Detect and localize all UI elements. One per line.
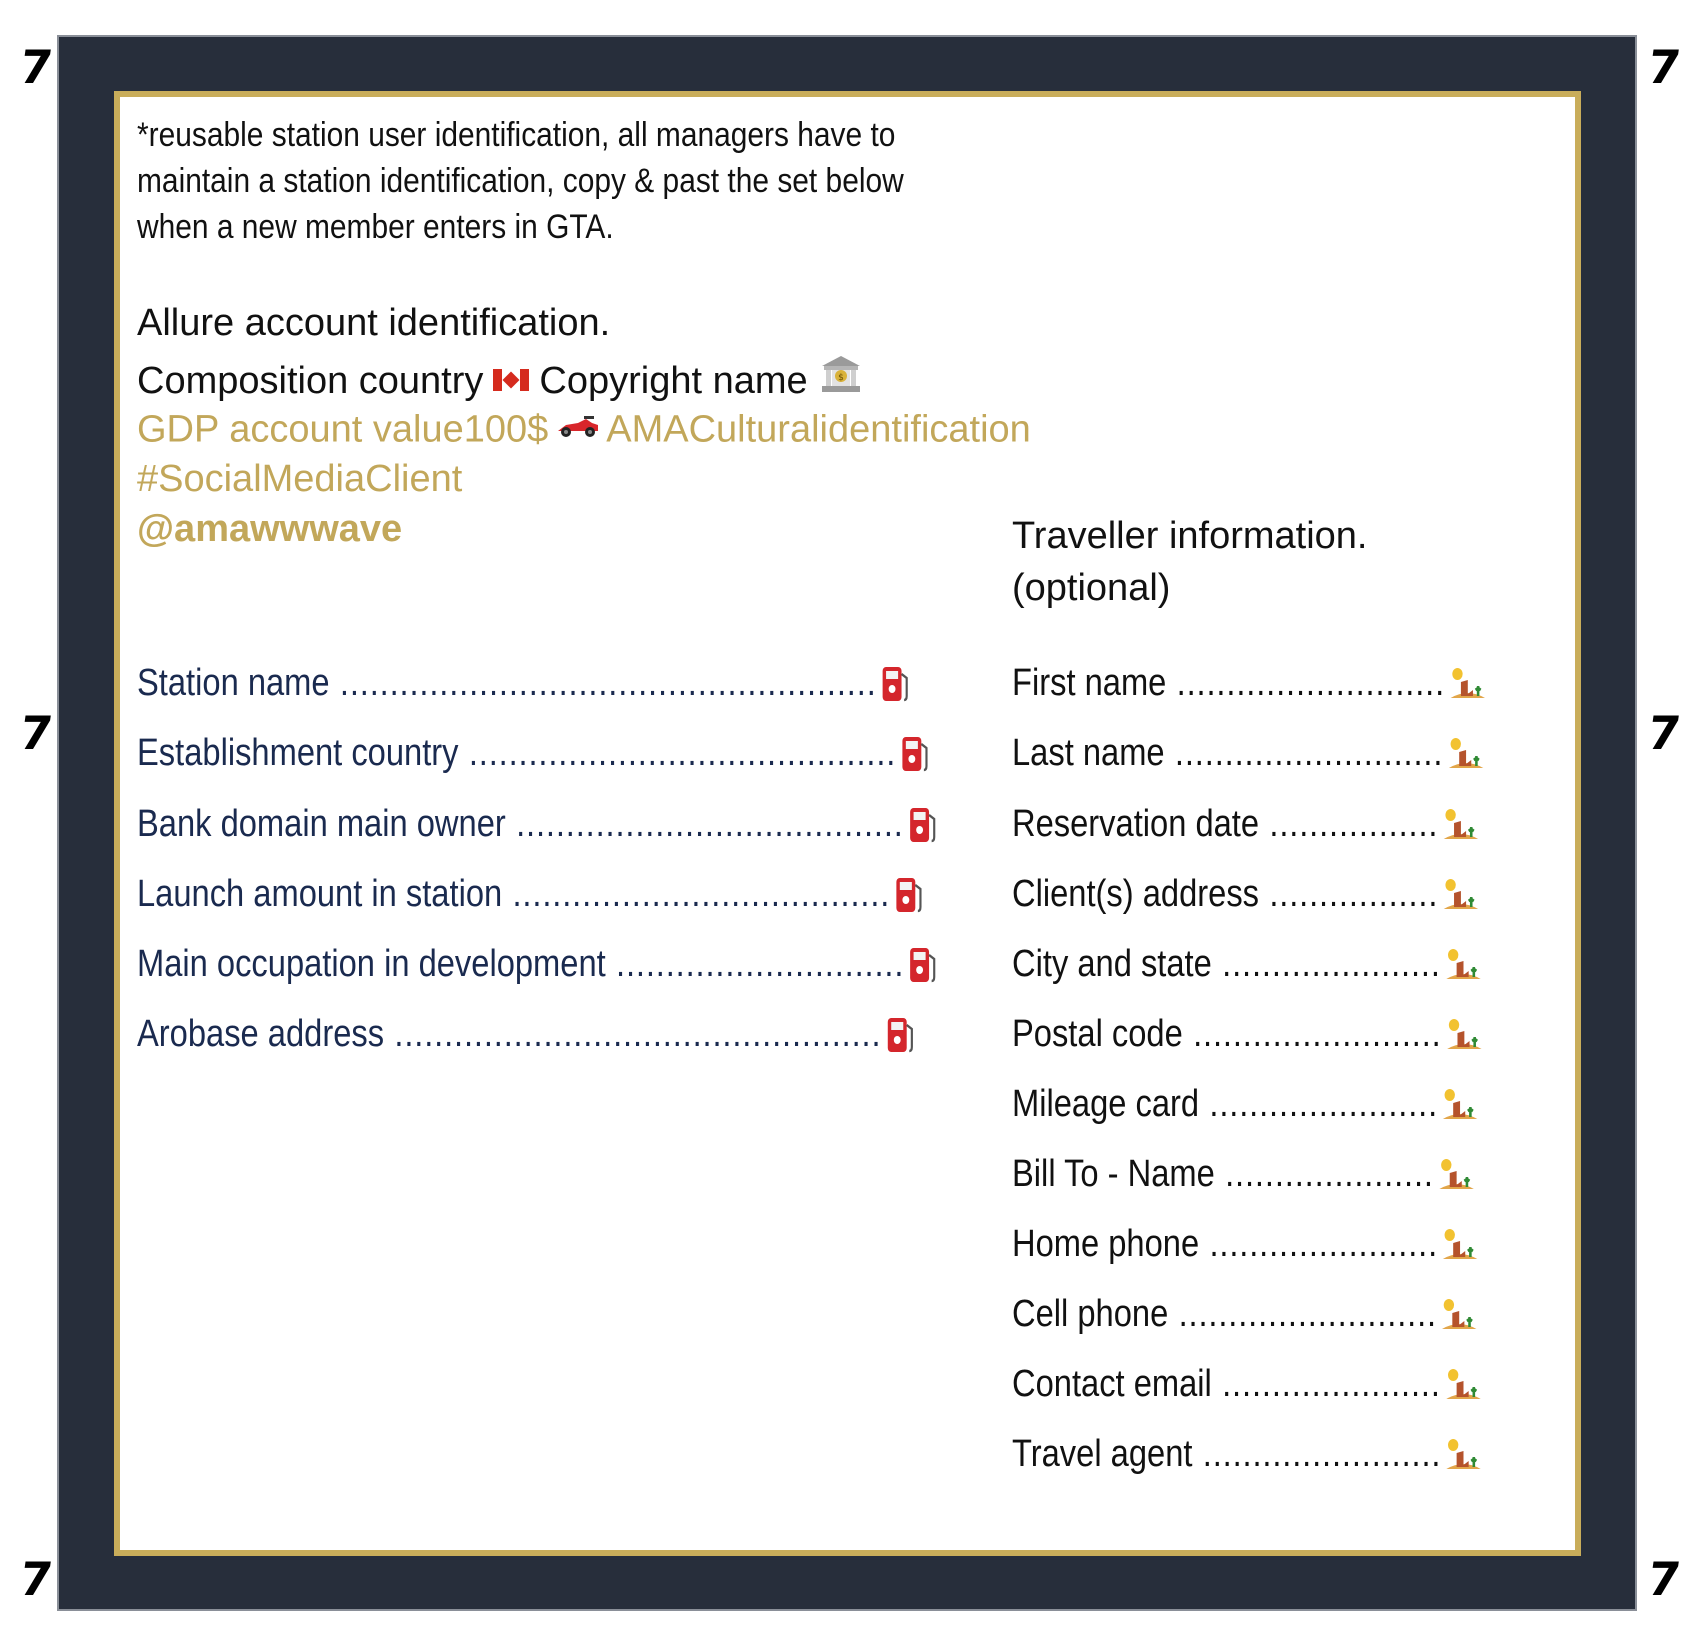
field-dots: ...................................................... <box>339 662 877 704</box>
desert-icon <box>1442 877 1480 913</box>
station-field-arobase-address[interactable] <box>137 1013 914 1056</box>
corner-mark-bottom-right: 7 <box>1644 1552 1684 1606</box>
traveller-field-first-name[interactable] <box>1012 662 1486 705</box>
field-dots: ................. <box>1269 873 1439 915</box>
field-label: City and state <box>1012 943 1212 985</box>
field-dots: ................................................. <box>394 1013 882 1055</box>
desert-icon <box>1442 1227 1480 1263</box>
field-label: Travel agent <box>1012 1433 1193 1475</box>
fuel-pump-icon <box>907 805 936 845</box>
traveller-field-reservation-date[interactable] <box>1012 803 1480 846</box>
desert-icon <box>1445 1437 1483 1473</box>
desert-icon <box>1441 1087 1479 1123</box>
traveller-field-cell-phone[interactable] <box>1012 1293 1478 1336</box>
corner-mark-bottom-left: 7 <box>16 1552 56 1606</box>
station-field-establishment-country[interactable] <box>137 732 929 775</box>
traveller-field-contact-email[interactable] <box>1012 1363 1482 1406</box>
field-label: Establishment country <box>137 732 459 774</box>
corner-mark-top-right: 7 <box>1644 40 1684 94</box>
canada-flag-icon <box>493 369 529 391</box>
station-field-bank-domain-main-owner[interactable] <box>137 803 936 846</box>
traveller-field-last-name[interactable] <box>1012 732 1485 775</box>
gdp-line <box>137 406 1031 457</box>
fuel-pump-icon <box>880 664 909 704</box>
corner-mark-top-left: 7 <box>16 40 56 94</box>
gdp-label: GDP account value100$ <box>137 408 549 451</box>
field-label: Cell phone <box>1012 1293 1169 1335</box>
hashtag: #SocialMediaClient <box>137 458 463 500</box>
field-label: Reservation date <box>1012 803 1260 845</box>
copyright-label: Copyright name <box>539 360 808 403</box>
desert-icon <box>1447 736 1485 772</box>
composition-label: Composition country <box>137 360 484 403</box>
field-label: Bank domain main owner <box>137 803 506 845</box>
field-label: Arobase address <box>137 1013 385 1055</box>
traveller-field-client-address[interactable] <box>1012 873 1480 916</box>
traveller-field-postal-code[interactable] <box>1012 1013 1483 1056</box>
field-dots: .......................... <box>1178 1293 1438 1335</box>
traveller-title: Traveller information. <box>1012 515 1368 557</box>
composition-line <box>137 354 862 412</box>
desert-icon <box>1444 947 1482 983</box>
traveller-field-home-phone[interactable] <box>1012 1223 1479 1266</box>
field-label: Mileage card <box>1012 1083 1200 1125</box>
field-label: Bill To - Name <box>1012 1153 1215 1195</box>
field-dots: ...................................... <box>512 873 891 915</box>
field-label: Station name <box>137 662 330 704</box>
ama-label: AMACulturalidentification <box>606 408 1031 451</box>
traveller-heading <box>1012 510 1368 614</box>
allure-title: Allure account identification. <box>137 302 611 344</box>
traveller-field-travel-agent[interactable] <box>1012 1433 1483 1476</box>
station-field-main-occupation[interactable] <box>137 943 937 986</box>
traveller-subtitle: (optional) <box>1012 567 1171 609</box>
desert-icon <box>1440 1297 1478 1333</box>
desert-icon <box>1442 807 1480 843</box>
field-dots: ................. <box>1269 803 1439 845</box>
field-dots: ........................ <box>1202 1433 1442 1475</box>
field-label: Home phone <box>1012 1223 1200 1265</box>
note-line-2: maintain a station identification, copy & past the set below <box>137 162 904 200</box>
field-dots: ............................. <box>616 943 905 985</box>
handle: @amawwwave <box>137 508 403 550</box>
corner-mark-middle-right: 7 <box>1644 706 1684 760</box>
station-field-launch-amount[interactable] <box>137 873 923 916</box>
corner-mark-middle-left: 7 <box>16 706 56 760</box>
field-label: Client(s) address <box>1012 873 1260 915</box>
field-label: First name <box>1012 662 1167 704</box>
traveller-field-mileage-card[interactable] <box>1012 1083 1479 1126</box>
note-line-3: when a new member enters in GTA. <box>137 208 614 246</box>
field-dots: ....................... <box>1209 1223 1439 1265</box>
fuel-pump-icon <box>885 1015 914 1055</box>
fuel-pump-icon <box>894 875 923 915</box>
fuel-pump-icon <box>908 945 937 985</box>
field-dots: ....................................... <box>516 803 904 845</box>
field-label: Postal code <box>1012 1013 1183 1055</box>
station-field-station-name[interactable] <box>137 662 909 705</box>
bank-icon <box>820 354 862 404</box>
field-dots: ........................... <box>1174 732 1444 774</box>
desert-icon <box>1445 1017 1483 1053</box>
field-dots: ....................... <box>1209 1083 1439 1125</box>
desert-icon <box>1444 1367 1482 1403</box>
svg-text:$: $ <box>837 373 844 383</box>
field-label: Contact email <box>1012 1363 1212 1405</box>
field-dots: ...................... <box>1222 1363 1441 1405</box>
race-car-icon <box>556 406 600 449</box>
field-dots: ........................... <box>1176 662 1446 704</box>
field-label: Last name <box>1012 732 1165 774</box>
field-dots: ...................... <box>1222 943 1441 985</box>
field-dots: ..................... <box>1225 1153 1434 1195</box>
traveller-field-city-and-state[interactable] <box>1012 943 1482 986</box>
desert-icon <box>1448 666 1486 702</box>
field-label: Main occupation in development <box>137 943 606 985</box>
instruction-note <box>137 112 929 250</box>
field-label: Launch amount in station <box>137 873 503 915</box>
field-dots: ......................... <box>1193 1013 1442 1055</box>
note-line-1: *reusable station user identification, all managers have to <box>137 116 896 154</box>
fuel-pump-icon <box>900 734 929 774</box>
field-dots: ........................................... <box>468 732 897 774</box>
traveller-field-bill-to-name[interactable] <box>1012 1153 1475 1196</box>
desert-icon <box>1437 1157 1475 1193</box>
